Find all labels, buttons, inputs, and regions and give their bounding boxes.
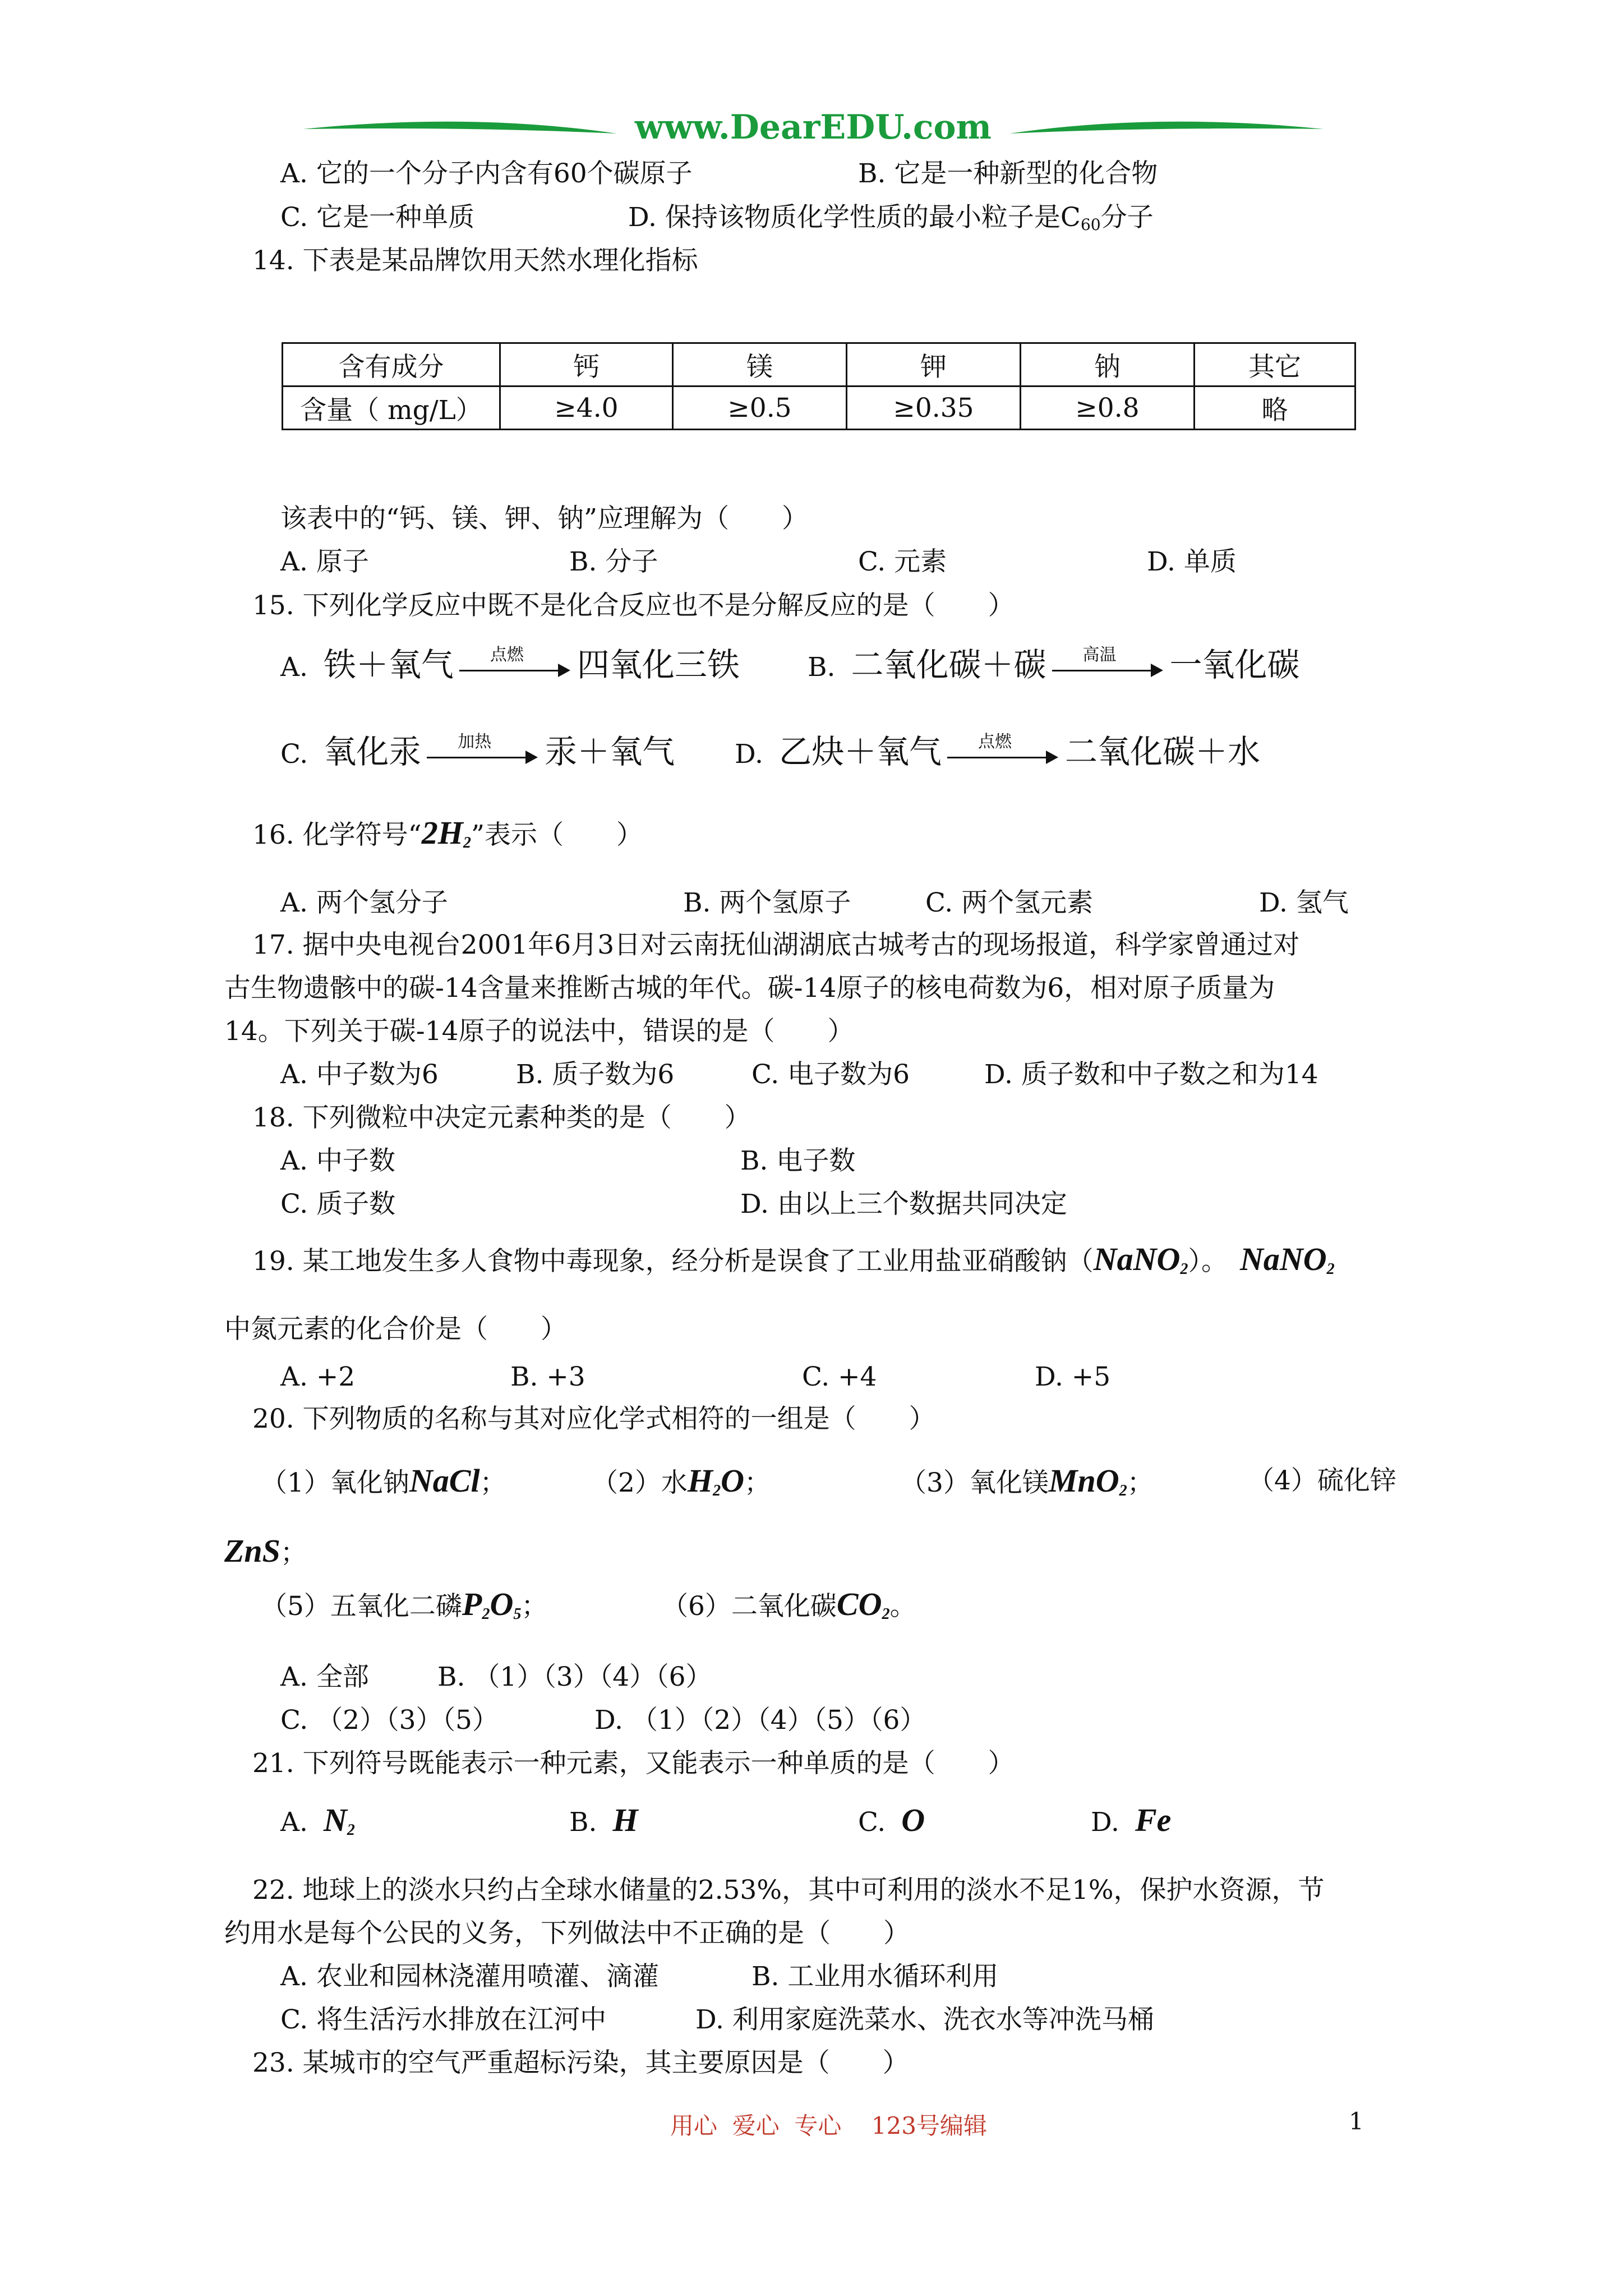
q20-item-5-sub: 2 — [482, 1605, 490, 1623]
q18-option-b: B. 电子数 — [740, 1145, 856, 1176]
q20-item-2-formula: H — [687, 1462, 713, 1499]
q18-option-c: C. 质子数 — [280, 1189, 396, 1220]
q19-formula-repeat: NaNO — [1239, 1241, 1327, 1277]
q15-c-label: C. — [280, 739, 308, 770]
q17-option-c: C. 电子数为6 — [751, 1059, 910, 1090]
table-cell: 其它 — [1195, 343, 1355, 386]
table-cell: 钠 — [1021, 343, 1195, 386]
q16-formula-el: H — [437, 815, 463, 851]
q15-option-c — [280, 732, 675, 771]
q13-option-a: A. 它的一个分子内含有60个碳原子 — [280, 158, 693, 189]
q22-option-a: A. 农业和园林浇灌用喷灌、滴灌 — [280, 1961, 659, 1992]
q13-d-sub: 60 — [1080, 215, 1101, 234]
q15-d-label: D. — [735, 739, 763, 770]
q20-item-4 — [224, 1534, 307, 1570]
q22-line1: 22. 地球上的淡水只约占全球水储量的2.53%，其中可利用的淡水不足1%，保护水资源，节 — [252, 1875, 1325, 1906]
q13-option-b: B. 它是一种新型的化合物 — [858, 158, 1158, 189]
table-cell: 钾 — [847, 343, 1021, 386]
q16-stem — [252, 816, 643, 860]
q19-option-c: C. +4 — [802, 1361, 877, 1392]
q20-item-3 — [900, 1464, 1154, 1508]
table-cell: 含有成分 — [283, 343, 500, 386]
q15-stem: 15. 下列化学反应中既不是化合反应也不是分解反应的是（ ） — [252, 590, 1015, 621]
q21-stem: 21. 下列符号既能表示一种元素，又能表示一种单质的是（ ） — [252, 1748, 1015, 1779]
q21-d-formula: Fe — [1135, 1802, 1172, 1838]
q19-formula-repeat-sub: 2 — [1326, 1260, 1335, 1278]
q19-line1-post: ）。 — [1188, 1246, 1228, 1277]
table-cell: 略 — [1195, 386, 1355, 430]
q15-b-right: 一氧化碳 — [1169, 646, 1300, 684]
q15-option-b — [808, 645, 1300, 684]
q20-stem: 20. 下列物质的名称与其对应化学式相符的一组是（ ） — [252, 1404, 935, 1434]
q19-line1 — [252, 1243, 1335, 1286]
q22-option-c: C. 将生活污水排放在江河中 — [280, 2004, 607, 2035]
q16-option-d: D. 氢气 — [1259, 887, 1349, 918]
reaction-arrow — [947, 732, 1059, 771]
q17-line1: 17. 据中央电视台2001年6月3日对云南抚仙湖湖底古城考古的现场报道，科学家曾通过对 — [252, 930, 1300, 960]
q20-item-1-label: （1）氧化钠 — [261, 1467, 409, 1498]
q14-option-a: A. 原子 — [280, 546, 369, 577]
q21-c-label: C. — [858, 1807, 886, 1838]
q21-a-formula: N — [323, 1802, 347, 1838]
q20-item-1-formula: NaCl — [409, 1462, 480, 1499]
q20-item-6-formula: CO — [836, 1586, 882, 1622]
q19-formula-sub: 2 — [1180, 1260, 1188, 1278]
q22-option-d: D. 利用家庭洗菜水、洗衣水等冲洗马桶 — [695, 2004, 1154, 2035]
table-cell: 镁 — [673, 343, 847, 386]
q20-option-c: C. （2）（3）（5） — [280, 1705, 499, 1736]
q17-line2: 古生物遗骸中的碳-14含量来推断古城的年代。碳-14原子的核电荷数为6，相对原子质量为 — [224, 973, 1275, 1004]
reaction-arrow — [427, 732, 539, 771]
q20-item-5-label: （5）五氧化二磷 — [261, 1591, 462, 1622]
q20-item-4-post: ； — [280, 1538, 307, 1568]
reaction-condition: 点燃 — [978, 732, 1012, 752]
reaction-condition: 加热 — [458, 732, 492, 752]
q19-line1-pre: 19. 某工地发生多人食物中毒现象，经分析是误食了工业用盐亚硝酸钠（ — [252, 1246, 1094, 1277]
q21-option-c — [858, 1803, 925, 1839]
table-cell: ≥0.5 — [673, 386, 847, 430]
q15-b-left: 二氧化碳＋碳 — [851, 646, 1046, 684]
table-header-row — [283, 343, 1355, 386]
q15-a-label: A. — [280, 652, 308, 683]
q21-option-d — [1091, 1803, 1171, 1839]
q20-option-a: A. 全部 — [280, 1662, 369, 1692]
logo-text: www.DearEDU.com — [634, 108, 992, 147]
table-cell: 钙 — [500, 343, 673, 386]
q15-b-label: B. — [808, 652, 836, 683]
q19-option-b: B. +3 — [510, 1361, 585, 1392]
q20-item-3-sub: 2 — [1119, 1482, 1127, 1500]
q14-option-b: B. 分子 — [569, 546, 658, 577]
q22-line2: 约用水是每个公民的义务，下列做法中不正确的是（ ） — [224, 1918, 910, 1949]
q15-a-left: 铁＋氧气 — [323, 646, 454, 684]
footer-text: 用心 爱心 专心 123号编辑 — [670, 2112, 987, 2139]
q20-item-5 — [261, 1588, 547, 1631]
q20-item-6-label: （6）二氧化碳 — [662, 1591, 837, 1622]
q20-item-4-formula: ZnS — [224, 1533, 280, 1569]
table-cell: 含量（ mg/L） — [283, 386, 500, 430]
q20-item-4-label: （4）硫化锌 — [1248, 1465, 1396, 1496]
reaction-condition: 点燃 — [490, 645, 524, 665]
table-cell: ≥0.35 — [847, 386, 1021, 430]
q17-line3: 14。下列关于碳-14原子的说法中，错误的是（ ） — [224, 1016, 854, 1047]
q16-stem-post: ”表示（ ） — [471, 820, 643, 850]
q13-d-pre: D. 保持该物质化学性质的最小粒子是C — [628, 202, 1081, 233]
q20-item-6-post: 。 — [889, 1591, 916, 1622]
q14-option-d: D. 单质 — [1147, 546, 1237, 577]
q16-formula-coef: 2 — [421, 815, 438, 851]
q14-stem: 14. 下表是某品牌饮用天然水理化指标 — [252, 245, 698, 276]
q21-option-a — [280, 1803, 355, 1847]
q21-b-label: B. — [569, 1807, 597, 1838]
q20-item-5-formula-2: O — [490, 1586, 514, 1622]
q20-item-2-sub: 2 — [713, 1482, 721, 1500]
reaction-condition: 高温 — [1082, 645, 1117, 665]
q20-item-5-formula: P — [462, 1586, 482, 1622]
q21-d-label: D. — [1091, 1807, 1119, 1838]
q20-item-2-formula-2: O — [721, 1462, 745, 1499]
q17-option-b: B. 质子数为6 — [516, 1059, 675, 1090]
q20-item-3-post: ； — [1127, 1467, 1154, 1498]
q21-a-label: A. — [280, 1807, 308, 1838]
q20-item-5-sub-2: 5 — [513, 1605, 522, 1623]
q20-option-b: B. （1）（3）（4）（6） — [437, 1662, 712, 1692]
q17-option-d: D. 质子数和中子数之和为14 — [984, 1059, 1318, 1090]
q20-item-1-post: ； — [479, 1467, 506, 1498]
q14-question: 该表中的“钙、镁、钾、钠”应理解为（ ） — [280, 503, 809, 534]
q14-option-c: C. 元素 — [858, 546, 947, 577]
q21-option-b — [569, 1803, 638, 1839]
q13-d-post: 分子 — [1100, 202, 1154, 233]
q15-c-left: 氧化汞 — [324, 733, 422, 771]
header-logo — [303, 107, 1324, 157]
q16-option-c: C. 两个氢元素 — [925, 887, 1094, 918]
q20-item-3-label: （3）氧化镁 — [900, 1467, 1049, 1498]
q18-option-d: D. 由以上三个数据共同决定 — [740, 1189, 1067, 1220]
q18-stem: 18. 下列微粒中决定元素种类的是（ ） — [252, 1102, 751, 1133]
page-number: 1 — [1349, 2108, 1364, 2135]
reaction-arrow — [459, 645, 571, 684]
q16-option-b: B. 两个氢原子 — [683, 887, 851, 918]
q20-item-1 — [261, 1464, 506, 1500]
q15-a-right: 四氧化三铁 — [577, 646, 740, 684]
q16-option-a: A. 两个氢分子 — [280, 887, 448, 918]
q16-stem-pre: 16. 化学符号“ — [252, 820, 422, 850]
q19-line2: 中氮元素的化合价是（ ） — [224, 1314, 567, 1345]
q15-d-left: 乙炔＋氧气 — [778, 733, 942, 771]
q21-c-formula: O — [901, 1802, 925, 1838]
q20-item-6-sub: 2 — [882, 1605, 890, 1623]
table-row — [283, 386, 1355, 430]
q15-option-d — [735, 732, 1260, 771]
q17-option-a: A. 中子数为6 — [280, 1059, 439, 1090]
q14-table — [282, 342, 1356, 430]
q20-item-2-post: ； — [744, 1467, 771, 1498]
q20-item-5-post: ； — [521, 1591, 548, 1622]
q19-formula: NaNO — [1093, 1241, 1181, 1277]
q13-option-d — [628, 201, 1154, 242]
q20-item-3-formula: MnO — [1048, 1462, 1119, 1499]
q20-item-6 — [662, 1588, 916, 1631]
q15-d-right: 二氧化碳＋水 — [1064, 733, 1260, 771]
q23-stem: 23. 某城市的空气严重超标污染，其主要原因是（ ） — [252, 2047, 909, 2078]
q20-item-2-label: （2）水 — [592, 1467, 688, 1498]
q16-formula-sub: 2 — [463, 834, 471, 852]
q21-a-sub: 2 — [347, 1821, 355, 1839]
q19-option-d: D. +5 — [1035, 1361, 1111, 1392]
q21-b-formula: H — [612, 1802, 638, 1838]
reaction-arrow — [1052, 645, 1164, 684]
table-cell: ≥0.8 — [1021, 386, 1195, 430]
q15-option-a — [280, 645, 740, 684]
q19-option-a: A. +2 — [280, 1361, 356, 1392]
q22-option-b: B. 工业用水循环利用 — [751, 1961, 999, 1992]
q20-option-d: D. （1）（2）（4）（5）（6） — [594, 1705, 926, 1736]
table-cell: ≥4.0 — [500, 386, 673, 430]
q18-option-a: A. 中子数 — [280, 1145, 395, 1176]
q13-option-c: C. 它是一种单质 — [280, 202, 475, 233]
q20-item-2 — [592, 1464, 771, 1508]
q15-c-right: 汞＋氧气 — [545, 733, 675, 771]
